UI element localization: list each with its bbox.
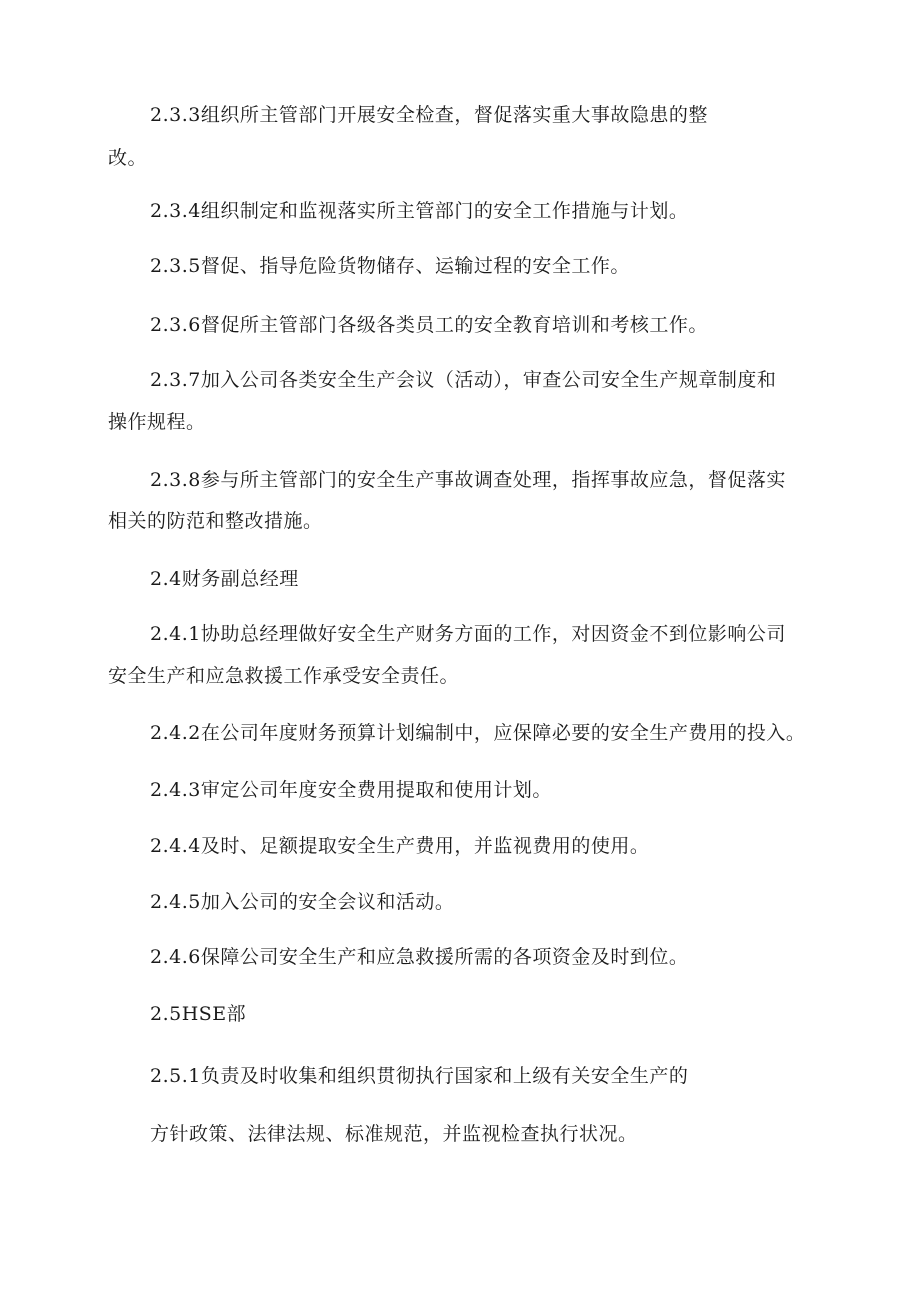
paragraph-2-4-1: 2.4.1协助总经理做好安全生产财务方面的工作，对因资金不到位影响公司 bbox=[150, 623, 786, 645]
paragraph-2-3-7-cont: 操作规程。 bbox=[108, 411, 206, 433]
paragraph-2-3-7: 2.3.7加入公司各类安全生产会议（活动），审查公司安全生产规章制度和 bbox=[150, 369, 777, 391]
paragraph-2-3-4: 2.3.4组织制定和监视落实所主管部门的安全工作措施与计划。 bbox=[150, 200, 689, 222]
paragraph-2-4-5: 2.4.5加入公司的安全会议和活动。 bbox=[150, 891, 455, 913]
paragraph-2-3-3-cont: 改。 bbox=[108, 147, 148, 169]
paragraph-2-3-8-cont: 相关的防范和整改措施。 bbox=[108, 510, 323, 532]
paragraph-2-4-2: 2.4.2在公司年度财务预算计划编制中，应保障必要的安全生产费用的投入。 bbox=[150, 722, 806, 744]
paragraph-2-3-8: 2.3.8参与所主管部门的安全生产事故调查处理，指挥事故应急，督促落实 bbox=[150, 469, 786, 491]
paragraph-2-3-5: 2.3.5督促、指导危险货物储存、运输过程的安全工作。 bbox=[150, 255, 630, 277]
section-2-5-heading: 2.5HSE部 bbox=[150, 1003, 247, 1025]
paragraph-2-4-6: 2.4.6保障公司安全生产和应急救援所需的各项资金及时到位。 bbox=[150, 946, 689, 968]
paragraph-2-5-1: 2.5.1负责及时收集和组织贯彻执行国家和上级有关安全生产的 bbox=[150, 1065, 689, 1087]
paragraph-2-3-6: 2.3.6督促所主管部门各级各类员工的安全教育培训和考核工作。 bbox=[150, 314, 708, 336]
section-2-4-heading: 2.4财务副总经理 bbox=[150, 568, 299, 590]
paragraph-2-4-1-cont: 安全生产和应急救援工作承受安全责任。 bbox=[108, 665, 460, 687]
paragraph-2-3-3: 2.3.3组织所主管部门开展安全检查，督促落实重大事故隐患的整 bbox=[150, 104, 708, 126]
paragraph-2-4-4: 2.4.4及时、足额提取安全生产费用，并监视费用的使用。 bbox=[150, 835, 650, 857]
paragraph-2-5-1-cont: 方针政策、法律法规、标准规范，并监视检查执行状况。 bbox=[150, 1123, 638, 1145]
paragraph-2-4-3: 2.4.3审定公司年度安全费用提取和使用计划。 bbox=[150, 779, 552, 801]
